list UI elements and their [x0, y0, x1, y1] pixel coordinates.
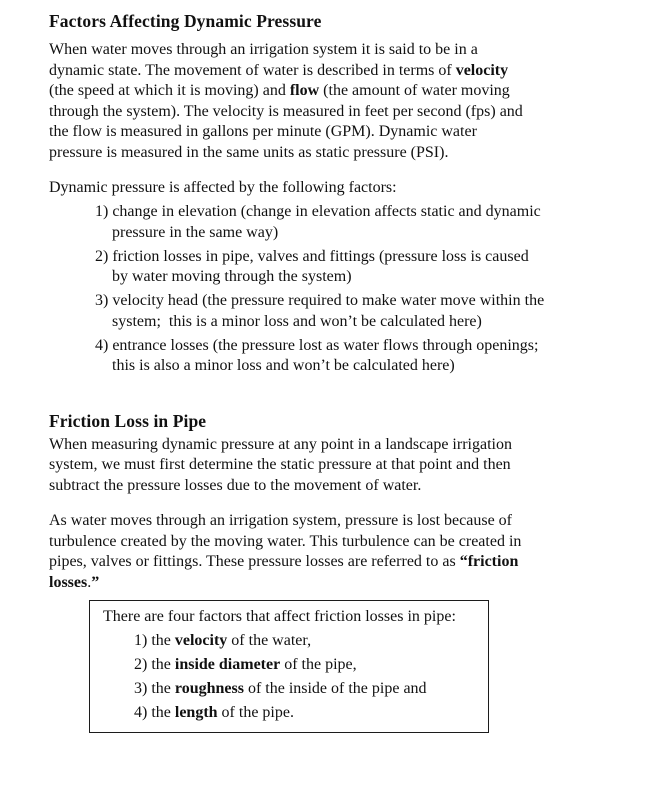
para1-line-3: subtract the pressure losses due to the movement of water.: [49, 476, 422, 494]
para2-line-2: turbulence created by the moving water. This turbulence can be created in: [49, 532, 522, 550]
section1-title: Factors Affecting Dynamic Pressure: [49, 11, 322, 31]
box-item-1: 1) the velocity of the water,: [134, 632, 312, 649]
factor-item-1-line-2: pressure in the same way): [112, 223, 279, 241]
factor-item-3-line-1: 3) velocity head (the pressure required to make water move within the: [95, 292, 545, 309]
para1-line-2: system, we must first determine the static pressure at that point and then: [49, 456, 511, 473]
friction-factors-box: [89, 600, 489, 733]
factor-item-1-line-1: 1) change in elevation (change in elevation affects static and dynamic: [95, 203, 541, 220]
box-item-3: 3) the roughness of the inside of the pipe and: [134, 680, 427, 697]
intro-line-1: When water moves through an irrigation system it is said to be in a: [49, 41, 478, 58]
intro-line-4: through the system). The velocity is measured in feet per second (fps) and: [49, 102, 523, 120]
section2-title: Friction Loss in Pipe: [49, 410, 207, 431]
intro-line-6: pressure is measured in the same units as static pressure (PSI).: [49, 143, 449, 161]
factor-item-2-line-1: 2) friction losses in pipe, valves and fittings (pressure loss is caused: [95, 247, 529, 265]
box-item-2: 2) the inside diameter of the pipe,: [134, 656, 357, 673]
intro-line-2: dynamic state. The movement of water is described in terms of velocity: [49, 61, 509, 79]
factor-item-4-line-2: this is also a minor loss and won’t be calculated here): [112, 357, 455, 374]
factor-item-4-line-1: 4) entrance losses (the pressure lost as water flows through openings;: [95, 336, 539, 354]
box-lead-line: There are four factors that affect friction losses in pipe:: [103, 608, 456, 625]
intro-line-5: the flow is measured in gallons per minute (GPM). Dynamic water: [49, 123, 477, 140]
para2-line-3: pipes, valves or fittings. These pressure losses are referred to as “friction: [49, 553, 519, 570]
factors-lead-line: Dynamic pressure is affected by the following factors:: [49, 179, 397, 196]
factor-item-2-line-2: by water moving through the system): [112, 268, 352, 285]
para2-line-1: As water moves through an irrigation system, pressure is lost because of: [49, 512, 513, 529]
factor-item-3-line-2: system; this is a minor loss and won’t be calculated here): [112, 312, 482, 330]
para1-line-1: When measuring dynamic pressure at any point in a landscape irrigation: [49, 435, 512, 453]
para2-line-4: losses.”: [49, 573, 100, 591]
box-item-4: 4) the length of the pipe.: [134, 704, 294, 721]
intro-line-3: (the speed at which it is moving) and flow (the amount of water moving: [49, 82, 510, 99]
